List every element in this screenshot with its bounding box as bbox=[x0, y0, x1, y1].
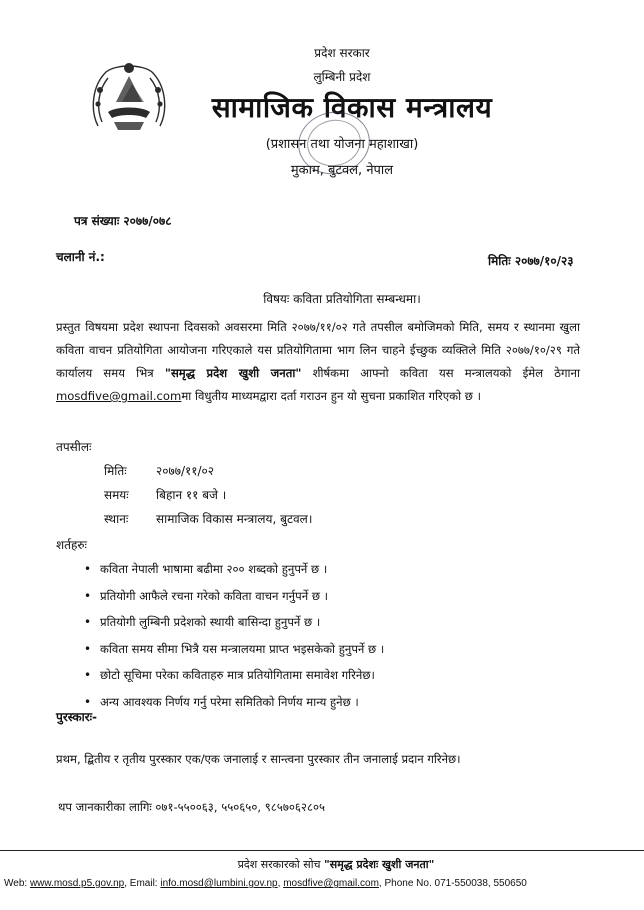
letter-subject: विषयः कविता प्रतियोगिता सम्बन्धमा। bbox=[263, 292, 421, 306]
bullet-icon: • bbox=[84, 641, 92, 656]
letter-date: मितिः २०७७/१०/२३ bbox=[488, 254, 574, 268]
body-text-1: प्रस्तुत विषयमा प्रदेश स्थापना दिवसको अवसरमा मिति २०७७/११/०२ गते तपसील बमोजिमको मिति, समय र स्थानमा खुला कविता वाचन प्रतियोगिता आयोजना गरिएकाले यस प्रतियोगितामा भाग लिन चाहने ईच्छुक व्यक्तिले मिति २०७७/१०/२९ गते कार्यालय समय भित्र bbox=[56, 320, 580, 380]
detail-row-time: समयः बिहान ११ बजे । bbox=[104, 488, 227, 502]
list-item: • छोटो सूचिमा परेका कविताहरु मात्र प्रतियोगितामा समावेश गरिनेछ। bbox=[84, 662, 584, 689]
footer-contact-line: Web: www.mosd.p5.gov.np, Email: info.mosd@lumbini.gov.np, mosdfive@gmail.com, Phone No. 071-550038, 550650 bbox=[4, 878, 527, 889]
list-item: • कविता नेपाली भाषामा बढीमा २०० शब्दको हुनुपर्ने छ । bbox=[84, 556, 584, 583]
list-item: • प्रतियोगी आफैले रचना गरेको कविता वाचन गर्नुपर्ने छ । bbox=[84, 583, 584, 610]
bullet-icon: • bbox=[84, 588, 92, 603]
prize-text: प्रथम, द्बितीय र तृतीय पुरस्कार एक/एक जनालाई र सान्त्वना पुरस्कार तीन जनालाई प्रदान गरिनेछ। bbox=[56, 752, 461, 766]
competition-theme: "समृद्ध प्रदेश खुशी जनता" bbox=[164, 366, 302, 380]
phone-numbers: , Phone No. 071-550038, 550650 bbox=[378, 878, 527, 889]
detail-row-date: मितिः २०७७/११/०२ bbox=[104, 464, 215, 478]
detail-row-venue: स्थानः सामाजिक विकास मन्त्रालय, बुटवल। bbox=[104, 512, 313, 526]
info-email-link[interactable]: info.mosd@lumbini.gov.np bbox=[160, 878, 278, 889]
ministry-name: सामाजिक विकास मन्त्रालय bbox=[211, 91, 493, 124]
website-link[interactable]: www.mosd.p5.gov.np bbox=[29, 878, 125, 889]
body-text-2: शीर्षकमा आफ्नो कविता यस मन्त्रालयको ईमेल ठेगाना bbox=[301, 366, 580, 380]
submission-email-link[interactable]: mosdfive@gmail.com bbox=[56, 389, 182, 403]
rules-heading: शर्तहरुः bbox=[56, 538, 87, 552]
footer-divider bbox=[0, 850, 644, 851]
footer-slogan: प्रदेश सरकारको सोच "समृद्ध प्रदेशः खुशी जनता" bbox=[237, 858, 435, 871]
list-item: • अन्य आवश्यक निर्णय गर्नु परेमा समितिको निर्णय मान्य हुनेछ । bbox=[84, 689, 584, 716]
province-name: लुम्बिनी प्रदेश bbox=[313, 70, 371, 84]
bullet-icon: • bbox=[84, 562, 92, 576]
details-heading: तपसीलः bbox=[56, 440, 92, 454]
division-name: (प्रशासन तथा योजना महाशाखा) bbox=[265, 137, 419, 152]
bullet-icon: • bbox=[84, 615, 92, 630]
body-text-3: मा विधुतीय माध्यमद्वारा दर्ता गराउन हुन यो सुचना प्रकाशित गरिएको छ । bbox=[181, 389, 481, 403]
list-item: • कविता समय सीमा भित्रै यस मन्त्रालयमा प्राप्त भइसकेको हुनुपर्ने छ । bbox=[84, 636, 584, 663]
rules-list bbox=[84, 556, 584, 716]
notice-body bbox=[56, 316, 580, 408]
contact-info: थप जानकारीका लागिः ०७१-५५००६३, ५५०६५०, ९८५७०६२८०५ bbox=[58, 800, 326, 814]
reference-number: पत्र संख्याः २०७७/०७८ bbox=[74, 214, 172, 228]
government-name: प्रदेश सरकार bbox=[314, 46, 370, 60]
dispatch-number: चलानी नं.: bbox=[56, 250, 105, 264]
list-item: • प्रतियोगी लुम्बिनी प्रदेशको स्थायी बासिन्दा हुनुपर्ने छ । bbox=[84, 609, 584, 636]
office-location: मुकाम, बुटवल, नेपाल bbox=[290, 163, 394, 178]
ministry-email-link[interactable]: mosdfive@gmail.com bbox=[283, 878, 379, 889]
bullet-icon: • bbox=[84, 668, 92, 683]
bullet-icon: • bbox=[84, 694, 92, 709]
prize-heading: पुरस्कारः- bbox=[56, 710, 98, 724]
